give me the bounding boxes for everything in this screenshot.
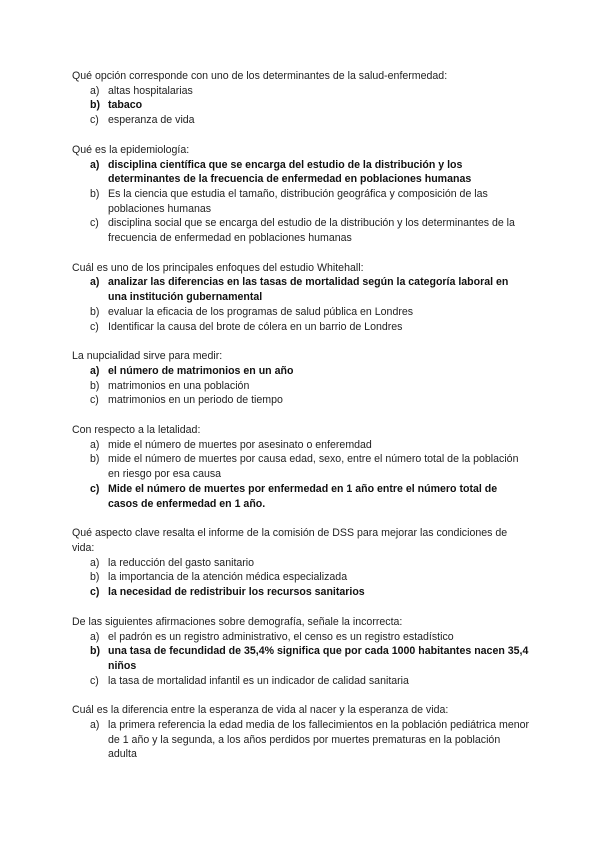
question-text: Qué aspecto clave resalta el informe de la comisión de DSS para mejorar las condiciones de vida: <box>72 527 508 554</box>
option-letter: a) <box>90 84 100 97</box>
option-letter: c) <box>90 586 100 599</box>
option-text: el número de matrimonios en un año <box>108 364 294 377</box>
question-text: La nupcialidad sirve para medir: <box>72 350 223 363</box>
option-text: Identificar la causa del brote de cólera en un barrio de Londres <box>108 320 403 333</box>
option-letter: c) <box>90 217 99 230</box>
question-3-option-c <box>72 320 530 335</box>
option-text: matrimonios en una población <box>108 379 250 392</box>
question-3-option-a <box>72 275 530 304</box>
option-text: una tasa de fecundidad de 35,4% significa que por cada 1000 habitantes nacen 35,4 niños <box>108 645 529 672</box>
question-1-option-b <box>72 98 530 113</box>
question-1 <box>72 69 530 128</box>
option-list <box>72 718 530 762</box>
option-letter: b) <box>90 187 100 200</box>
option-letter: c) <box>90 394 99 407</box>
option-text: Es la ciencia que estudia el tamaño, distribución geográfica y composición de las poblaciones humanas <box>108 187 488 215</box>
option-letter: c) <box>90 674 99 687</box>
question-5-option-c <box>72 482 530 511</box>
question-6-option-b <box>72 570 530 585</box>
option-text: disciplina social que se encarga del estudio de la distribución y los determinantes de la frecuencia de enfermedad en poblaciones humanas <box>108 217 515 245</box>
question-6-option-a <box>72 556 530 571</box>
option-list <box>72 275 530 334</box>
option-list <box>72 630 530 689</box>
option-text: esperanza de vida <box>108 114 195 127</box>
option-text: Mide el número de muertes por enfermedad en 1 año entre el número total de casos de enfermedad en 1 año. <box>108 482 498 510</box>
question-8-option-a <box>72 718 530 762</box>
option-letter: b) <box>90 99 100 112</box>
option-text: el padrón es un registro administrativo, el censo es un registro estadístico <box>108 630 454 643</box>
option-letter: c) <box>90 114 99 127</box>
option-list <box>72 84 530 128</box>
option-letter: a) <box>90 556 100 569</box>
question-7-option-a <box>72 630 530 645</box>
question-list <box>72 69 530 762</box>
option-text: altas hospitalarias <box>108 84 193 97</box>
question-5-option-a <box>72 438 530 453</box>
question-3-option-b <box>72 305 530 320</box>
option-letter: a) <box>90 630 100 643</box>
question-4-option-a <box>72 364 530 379</box>
question-2-option-c <box>72 216 530 245</box>
question-text: Cuál es la diferencia entre la esperanza de vida al nacer y la esperanza de vida: <box>72 704 449 717</box>
question-text: Cuál es uno de los principales enfoques del estudio Whitehall: <box>72 261 364 274</box>
question-text: Con respecto a la letalidad: <box>72 424 201 437</box>
option-text: disciplina científica que se encarga del estudio de la distribución y los determinantes de la frecuencia de enfermedad en poblaciones humanas <box>108 158 472 186</box>
option-letter: c) <box>90 320 99 333</box>
question-7-option-c <box>72 674 530 689</box>
option-text: mide el número de muertes por asesinato o enferemdad <box>108 438 372 451</box>
option-letter: a) <box>90 438 100 451</box>
question-4-option-c <box>72 393 530 408</box>
option-list <box>72 556 530 600</box>
option-list <box>72 364 530 408</box>
option-text: evaluar la eficacia de los programas de salud pública en Londres <box>108 305 414 318</box>
question-4 <box>72 349 530 408</box>
question-6 <box>72 526 530 600</box>
option-text: la necesidad de redistribuir los recursos sanitarios <box>108 586 365 599</box>
option-text: la importancia de la atención médica especializada <box>108 571 348 584</box>
option-text: la tasa de mortalidad infantil es un indicador de calidad sanitaria <box>108 674 409 687</box>
question-2 <box>72 143 530 246</box>
question-2-option-b <box>72 187 530 216</box>
option-text: analizar las diferencias en las tasas de mortalidad según la categoría laboral en una institución gubernamental <box>108 276 509 304</box>
question-7 <box>72 615 530 689</box>
question-5-option-b <box>72 452 530 481</box>
option-text: la reducción del gasto sanitario <box>108 556 255 569</box>
question-text: De las siguientes afirmaciones sobre demografía, señale la incorrecta: <box>72 615 403 628</box>
question-text: Qué es la epidemiología: <box>72 143 190 156</box>
option-list <box>72 158 530 246</box>
question-4-option-b <box>72 379 530 394</box>
question-1-option-c <box>72 113 530 128</box>
question-1-option-a <box>72 84 530 99</box>
option-letter: b) <box>90 571 100 584</box>
option-text: mide el número de muertes por causa edad, sexo, entre el número total de la población en riesgo por esa causa <box>108 453 519 481</box>
question-6-option-c <box>72 585 530 600</box>
question-8 <box>72 703 530 762</box>
question-2-option-a <box>72 158 530 187</box>
option-letter: a) <box>90 158 100 171</box>
question-5 <box>72 423 530 511</box>
question-text: Qué opción corresponde con uno de los determinantes de la salud-enfermedad: <box>72 70 448 82</box>
question-7-option-b <box>72 644 530 673</box>
option-text: tabaco <box>108 99 143 112</box>
option-letter: b) <box>90 453 100 466</box>
option-letter: c) <box>90 482 100 495</box>
option-letter: b) <box>90 645 100 658</box>
option-letter: a) <box>90 719 100 732</box>
option-letter: b) <box>90 379 100 392</box>
question-3 <box>72 261 530 335</box>
option-text: la primera referencia la edad media de los fallecimientos en la población pediátrica menor de 1 año y la segunda, a los años perdidos por muertes prematuras en la población adulta <box>108 719 530 761</box>
option-text: matrimonios en un periodo de tiempo <box>108 394 283 407</box>
option-list <box>72 438 530 512</box>
option-letter: a) <box>90 276 100 289</box>
option-letter: b) <box>90 305 100 318</box>
option-letter: a) <box>90 364 100 377</box>
